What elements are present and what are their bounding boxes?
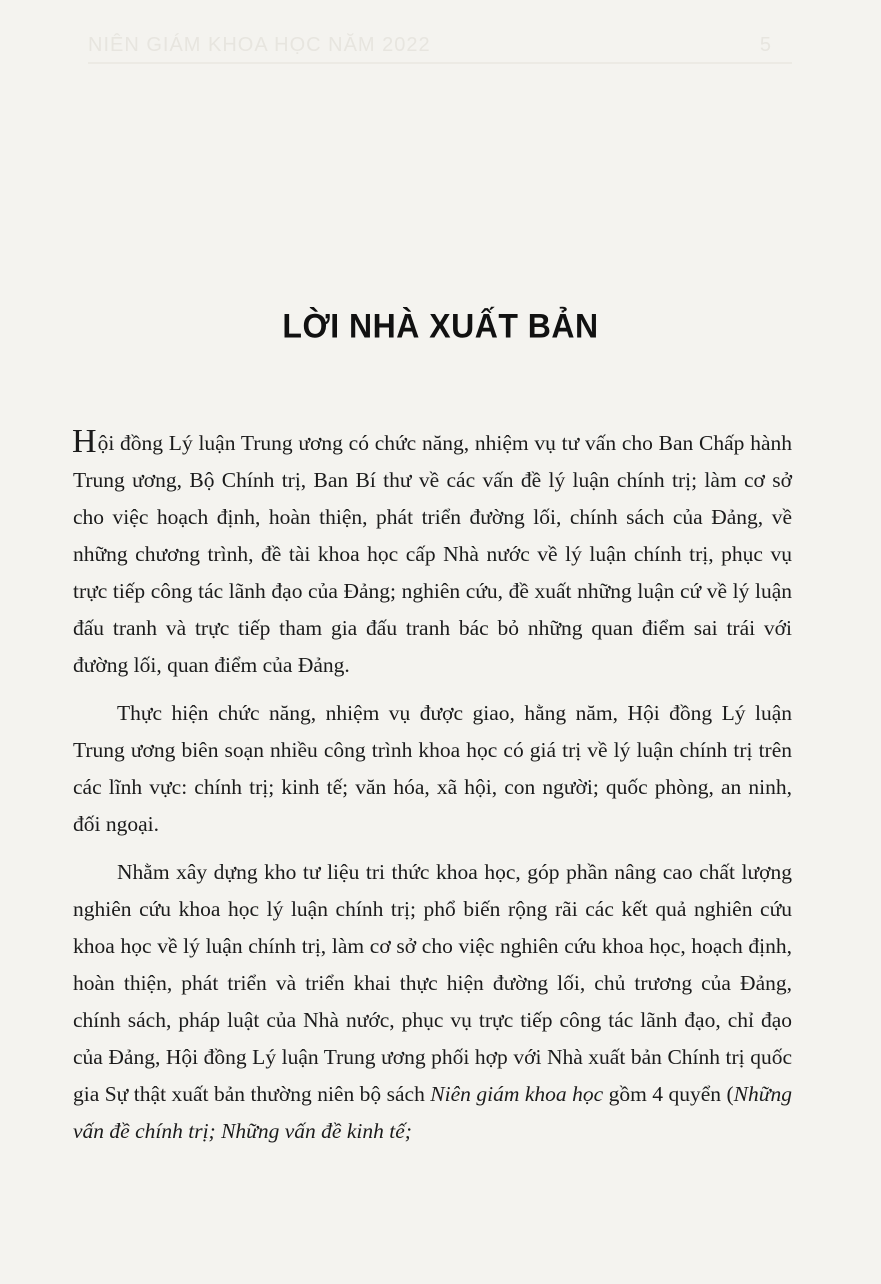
paragraph-3-text-b: gồm 4 quyển ( [603, 1082, 734, 1106]
paragraph-2: Thực hiện chức năng, nhiệm vụ được giao, hằng năm, Hội đồng Lý luận Trung ương biên soạn nhiều công trình khoa học có giá trị về lý luận chính trị trên các lĩnh vực: chính trị; kinh tế; văn hóa, xã hội, con người; quốc phòng, an ninh, đối ngoại. [73, 701, 792, 836]
running-title: NIÊN GIÁM KHOA HỌC NĂM 2022 [88, 34, 431, 56]
volume-titles: Những vấn đề chính trị; Những vấn đề kinh tế; [73, 1082, 792, 1143]
paragraph-3 [73, 854, 792, 1150]
page-number: 5 [759, 34, 772, 56]
drop-cap: H [72, 423, 97, 460]
paragraph-1 [73, 425, 792, 684]
running-header [88, 34, 792, 64]
page-title: LỜI NHÀ XUẤT BẢN [282, 306, 599, 346]
paragraph-1-text: ội đồng Lý luận Trung ương có chức năng, nhiệm vụ tư vấn cho Ban Chấp hành Trung ương, Bộ Chính trị, Ban Bí thư về các vấn đề lý luận chính trị; làm cơ sở cho việc hoạch định, hoàn thiện, phát triển đường lối, chính sách của Đảng, về những chương trình, đề tài khoa học cấp Nhà nước về lý luận chính trị, phục vụ trực tiếp công tác lãnh đạo của Đảng; nghiên cứu, đề xuất những luận cứ về lý luận đấu tranh và trực tiếp tham gia đấu tranh bác bỏ những quan điểm sai trái với đường lối, quan điểm của Đảng. [73, 431, 792, 677]
book-series-title: Niên giám khoa học [430, 1082, 604, 1106]
paragraph-3-text-a: Nhằm xây dựng kho tư liệu tri thức khoa học, góp phần nâng cao chất lượng nghiên cứu khoa học lý luận chính trị; phổ biến rộng rãi các kết quả nghiên cứu khoa học về lý luận chính trị, làm cơ sở cho việc nghiên cứu khoa học, hoạch định, hoàn thiện, phát triển và triển khai thực hiện đường lối, chủ trương của Đảng, chính sách, pháp luật của Nhà nước, phục vụ trực tiếp công tác lãnh đạo, chỉ đạo của Đảng, Hội đồng Lý luận Trung ương phối hợp với Nhà xuất bản Chính trị quốc gia Sự thật xuất bản thường niên bộ sách [73, 860, 792, 1106]
body-text [73, 425, 792, 1150]
